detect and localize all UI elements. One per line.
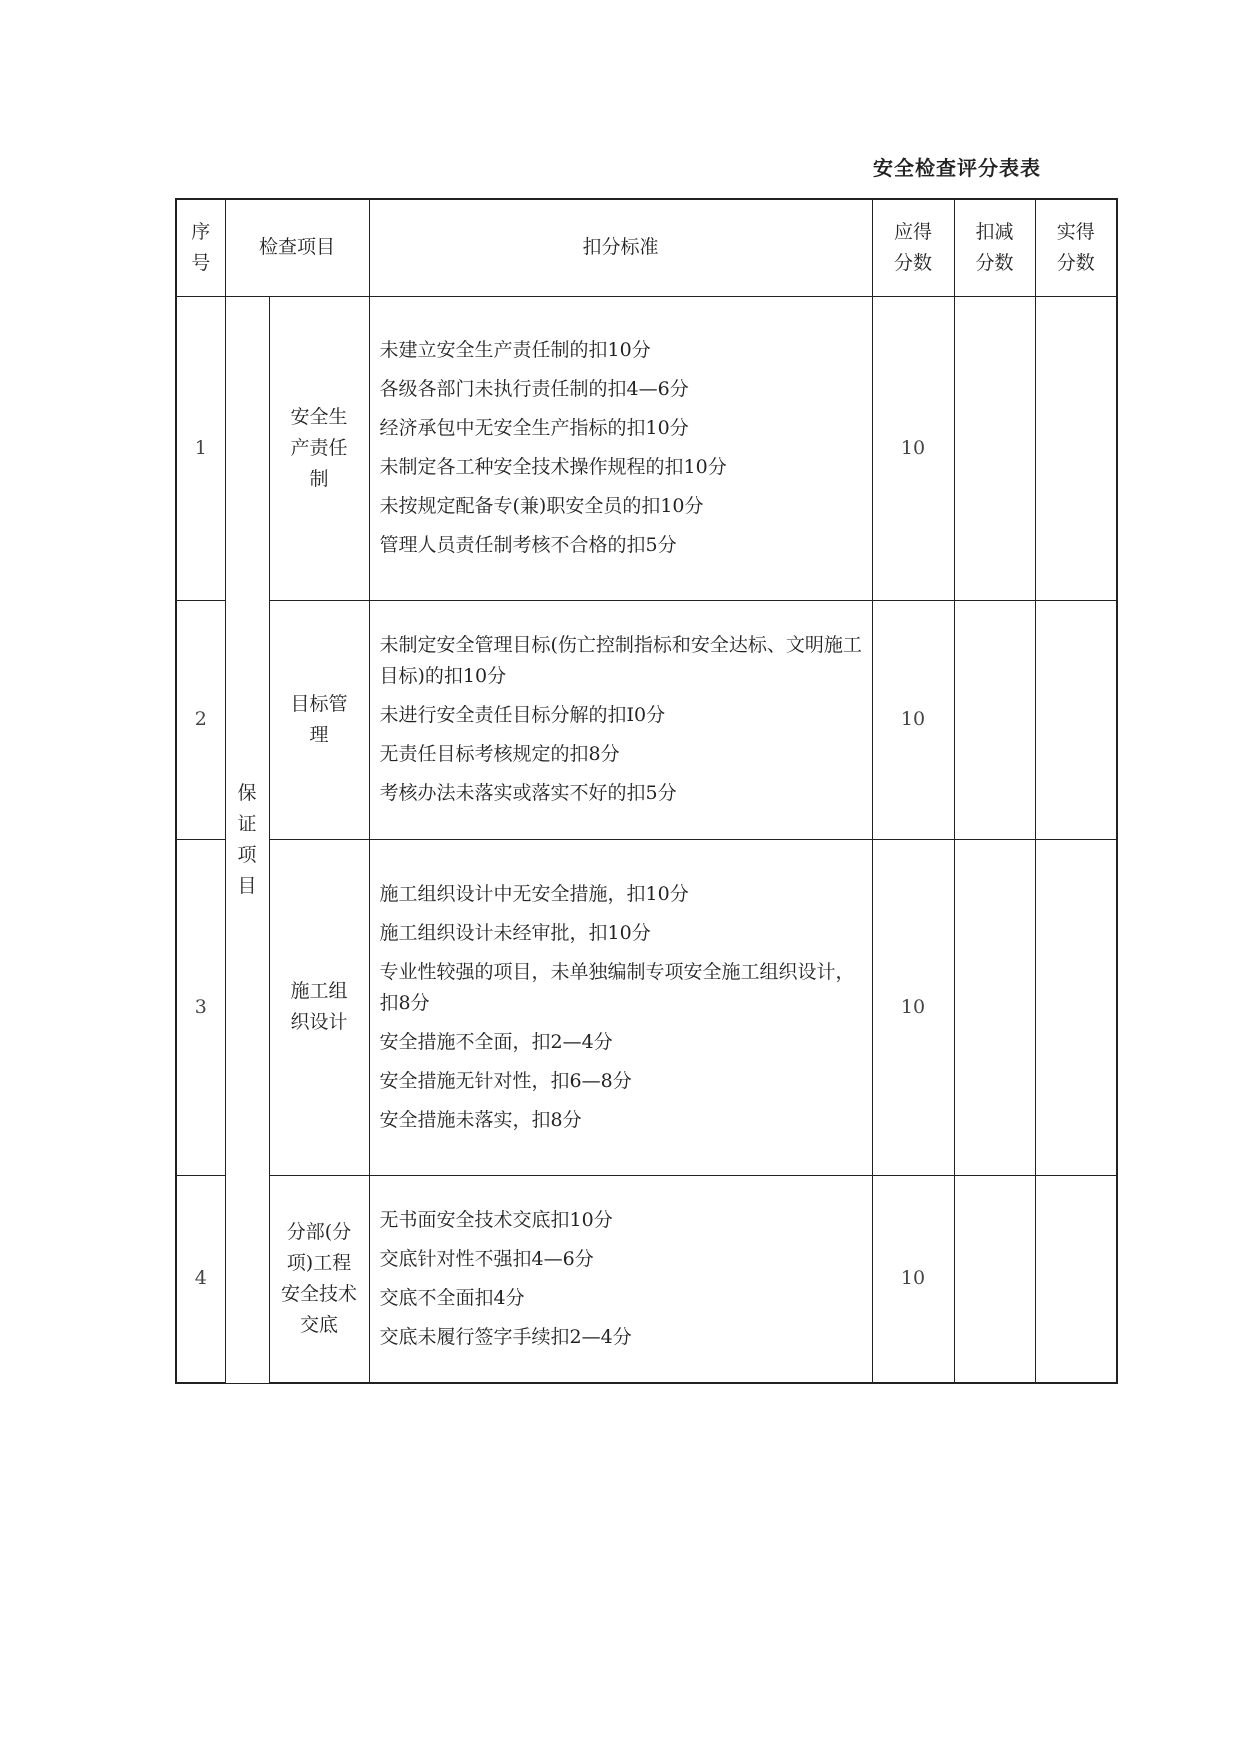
row-seq: 1 [176,296,225,600]
criteria-line: 未进行安全责任目标分解的扣I0分 [379,704,666,726]
table-row [176,296,1117,600]
category-cell [225,296,269,1383]
row-full-score: 10 [872,296,954,600]
row-deduction-cell[interactable] [954,600,1035,839]
table-row [176,839,1117,1175]
row-actual-score-cell[interactable] [1035,839,1117,1175]
row-item [269,839,369,1175]
table-row [176,600,1117,839]
row-criteria [369,296,872,600]
row-criteria [369,600,872,839]
row-deduction-cell[interactable] [954,1175,1035,1383]
criteria-line: 经济承包中无安全生产指标的扣10分 [379,417,689,439]
header-actual-score [1035,199,1117,296]
table-row [176,1175,1117,1383]
row-deduction-cell[interactable] [954,839,1035,1175]
criteria-line: 未制定各工种安全技术操作规程的扣10分 [379,456,727,478]
row-item-text: 目标管理 [290,692,348,746]
criteria-line: 无责任目标考核规定的扣8分 [379,743,620,765]
header-seq-text: 序号 [191,220,211,274]
criteria-line: 交底针对性不强扣4—6分 [379,1247,594,1270]
criteria-line: 考核办法未落实或落实不好的扣5分 [379,782,677,804]
row-criteria [369,1175,872,1383]
row-actual-score-cell[interactable] [1035,1175,1117,1383]
row-seq: 2 [176,600,225,839]
row-full-score: 10 [872,1175,954,1383]
criteria-line: 安全措施不全面，扣2—4分 [379,1030,613,1053]
criteria-line: 安全措施未落实，扣8分 [379,1108,582,1131]
header-deduction-text: 扣减分数 [975,220,1014,274]
criteria-line: 安全措施无针对性，扣6—8分 [379,1069,632,1092]
row-deduction-cell[interactable] [954,296,1035,600]
row-item-text: 分部(分项)工程安全技术交底 [281,1220,358,1336]
row-full-score: 10 [872,600,954,839]
header-actual-score-text: 实得分数 [1056,220,1095,274]
row-criteria [369,839,872,1175]
criteria-line: 管理人员责任制考核不合格的扣5分 [379,534,677,556]
criteria-line: 未建立安全生产责任制的扣10分 [379,339,651,361]
row-item-text: 施工组织设计 [290,980,348,1033]
criteria-line: 交底未履行签字手续扣2—4分 [379,1325,632,1348]
header-item: 检查项目 [225,199,369,296]
criteria-line: 专业性较强的项目，未单独编制专项安全施工组织设计，扣8分 [379,960,855,1014]
header-criteria: 扣分标准 [369,199,872,296]
row-seq: 4 [176,1175,225,1383]
category-label: 保证项目 [237,781,257,897]
row-item [269,1175,369,1383]
row-item-text: 安全生产责任制 [290,405,348,490]
header-full-score-text: 应得分数 [894,220,933,274]
row-item [269,296,369,600]
row-actual-score-cell[interactable] [1035,296,1117,600]
header-deduction [954,199,1035,296]
criteria-line: 交底不全面扣4分 [379,1286,525,1309]
row-full-score: 10 [872,839,954,1175]
row-seq: 3 [176,839,225,1175]
table-header-row [176,199,1117,296]
score-table [175,198,1118,1384]
criteria-line: 各级各部门未执行责任制的扣4—6分 [379,378,689,400]
criteria-line: 施工组织设计未经审批，扣10分 [379,921,651,944]
criteria-line: 施工组织设计中无安全措施，扣10分 [379,882,689,905]
page-title: 安全检查评分表表 [873,156,1041,180]
header-full-score [872,199,954,296]
criteria-line: 未按规定配备专(兼)职安全员的扣10分 [379,495,704,517]
criteria-line: 未制定安全管理目标(伤亡控制指标和安全达标、文明施工目标)的扣10分 [379,634,862,687]
row-item [269,600,369,839]
row-actual-score-cell[interactable] [1035,600,1117,839]
criteria-line: 无书面安全技术交底扣10分 [379,1208,613,1231]
header-seq [176,199,225,296]
